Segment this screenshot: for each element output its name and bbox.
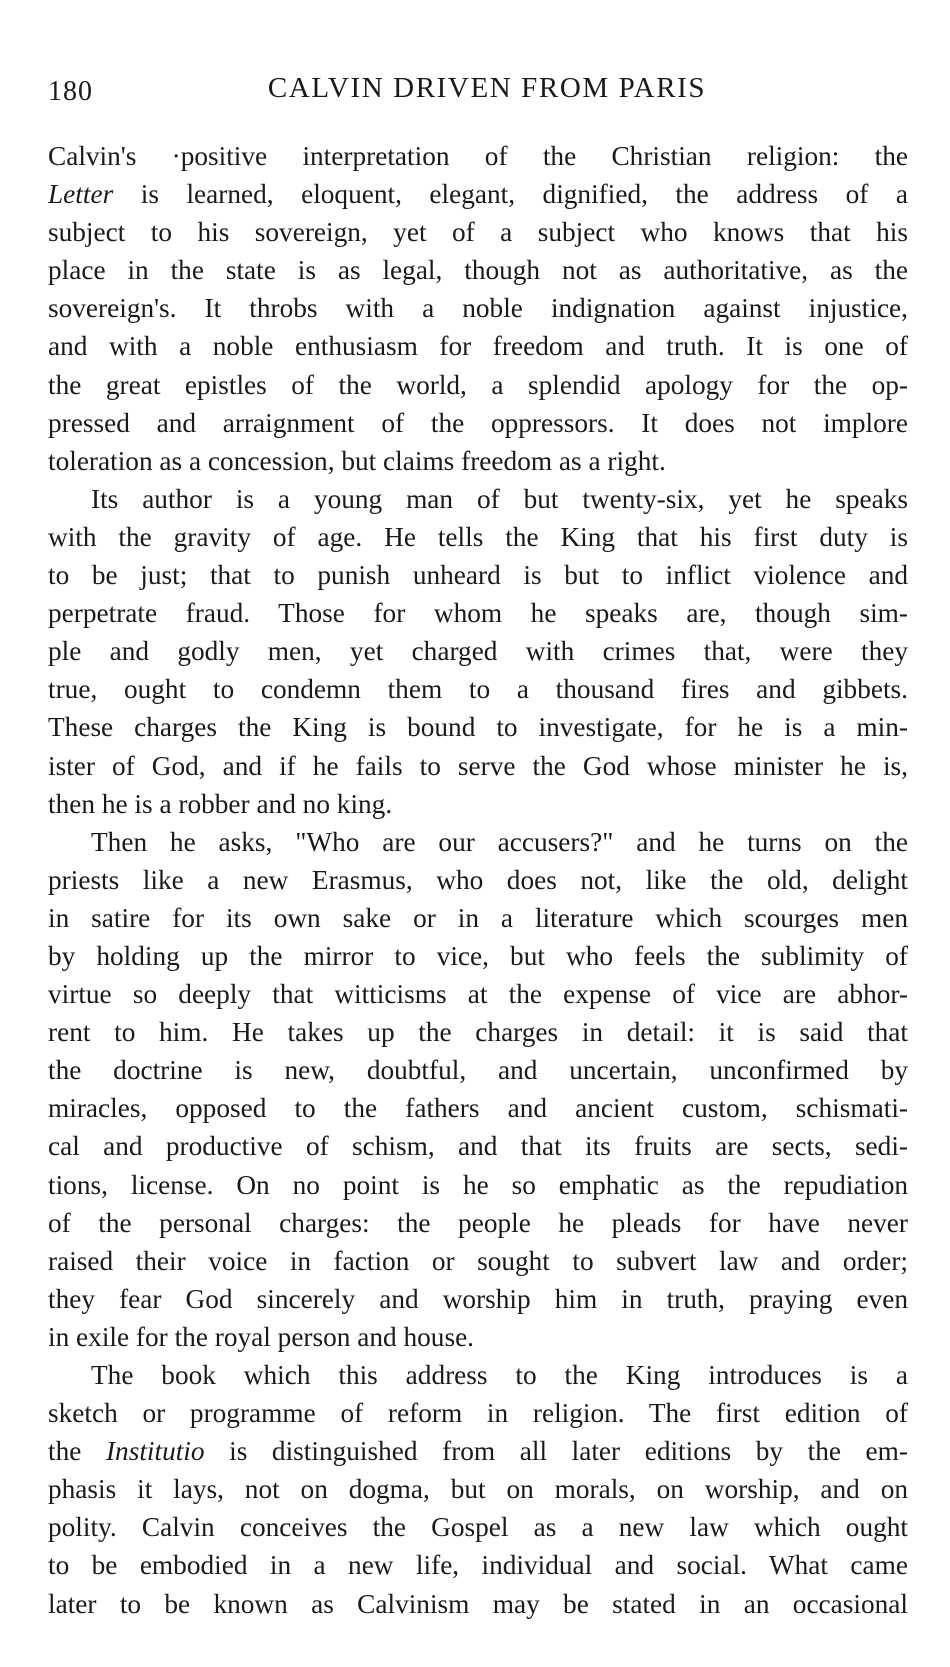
- text-line: cal and productive of schism, and that its fruits are sects, sedi-: [48, 1131, 908, 1162]
- text-line: the Institutio is distinguished from all later editions by the em-: [48, 1436, 908, 1467]
- text-line: of the personal charges: the people he pleads for have never: [48, 1207, 908, 1238]
- text-line: by holding up the mirror to vice, but who feels the sublimity of: [48, 940, 908, 971]
- text-line: and with a noble enthusiasm for freedom and truth. It is one of: [48, 331, 908, 362]
- text-line: miracles, opposed to the fathers and ancient custom, schismati-: [48, 1093, 908, 1124]
- text-line: rent to him. He takes up the charges in detail: it is said that: [48, 1017, 908, 1048]
- text-line: in satire for its own sake or in a literature which scourges men: [48, 902, 908, 933]
- text-line: the great epistles of the world, a splendid apology for the op-: [48, 369, 908, 400]
- body-text: [48, 137, 908, 1623]
- text-line: to be just; that to punish unheard is but to inflict violence and: [48, 560, 908, 591]
- text-line: priests like a new Erasmus, who does not, like the old, delight: [48, 864, 908, 895]
- text-line: tions, license. On no point is he so emphatic as the repudiation: [48, 1169, 908, 1200]
- text-line: subject to his sovereign, yet of a subject who knows that his: [48, 217, 908, 248]
- text-line: Calvin's ·positive interpretation of the Christian religion: the: [48, 141, 908, 171]
- text-line: they fear God sincerely and worship him in truth, praying even: [48, 1283, 908, 1314]
- text-line: virtue so deeply that witticisms at the expense of vice are abhor-: [48, 979, 908, 1010]
- text-line: Its author is a young man of but twenty-six, yet he speaks: [91, 483, 908, 514]
- text-line: then he is a robber and no king.: [48, 788, 393, 819]
- italic-title: Letter: [48, 179, 114, 210]
- page-number: 180: [48, 76, 93, 107]
- text-line: later to be known as Calvinism may be stated in an occasional: [48, 1588, 908, 1619]
- text-line: Letter is learned, eloquent, elegant, dignified, the address of a: [48, 179, 908, 210]
- running-head: [48, 72, 906, 116]
- text-line: sketch or programme of reform in religion. The first edition of: [48, 1398, 908, 1429]
- text-line: ple and godly men, yet charged with crimes that, were they: [48, 636, 908, 667]
- text-line: with the gravity of age. He tells the King that his first duty is: [48, 521, 908, 552]
- text-line: ister of God, and if he fails to serve the God whose minister he is,: [48, 750, 908, 781]
- text-line: perpetrate fraud. Those for whom he speaks are, though sim-: [48, 598, 908, 629]
- text-line: Then he asks, "Who are our accusers?" and he turns on the: [91, 826, 908, 857]
- text-line: place in the state is as legal, though not as authoritative, as the: [48, 255, 908, 286]
- text-line: the doctrine is new, doubtful, and uncertain, unconfirmed by: [48, 1055, 908, 1086]
- text-line: polity. Calvin conceives the Gospel as a new law which ought: [48, 1512, 908, 1543]
- text-line: The book which this address to the King introduces is a: [91, 1360, 908, 1390]
- text-line: pressed and arraignment of the oppressors. It does not implore: [48, 407, 908, 438]
- italic-title: Institutio: [105, 1436, 205, 1467]
- text-line: in exile for the royal person and house.: [48, 1321, 475, 1352]
- text-line: to be embodied in a new life, individual and social. What came: [48, 1550, 908, 1581]
- text-line: These charges the King is bound to investigate, for he is a min-: [48, 712, 908, 743]
- running-title: CALVIN DRIVEN FROM PARIS: [267, 72, 707, 104]
- text-line: sovereign's. It throbs with a noble indignation against injustice,: [48, 293, 908, 324]
- text-line: raised their voice in faction or sought to subvert law and order;: [48, 1245, 908, 1276]
- text-line: phasis it lays, not on dogma, but on morals, on worship, and on: [48, 1474, 908, 1505]
- text-line: toleration as a concession, but claims freedom as a right.: [48, 445, 666, 476]
- text-line: true, ought to condemn them to a thousand fires and gibbets.: [48, 674, 908, 705]
